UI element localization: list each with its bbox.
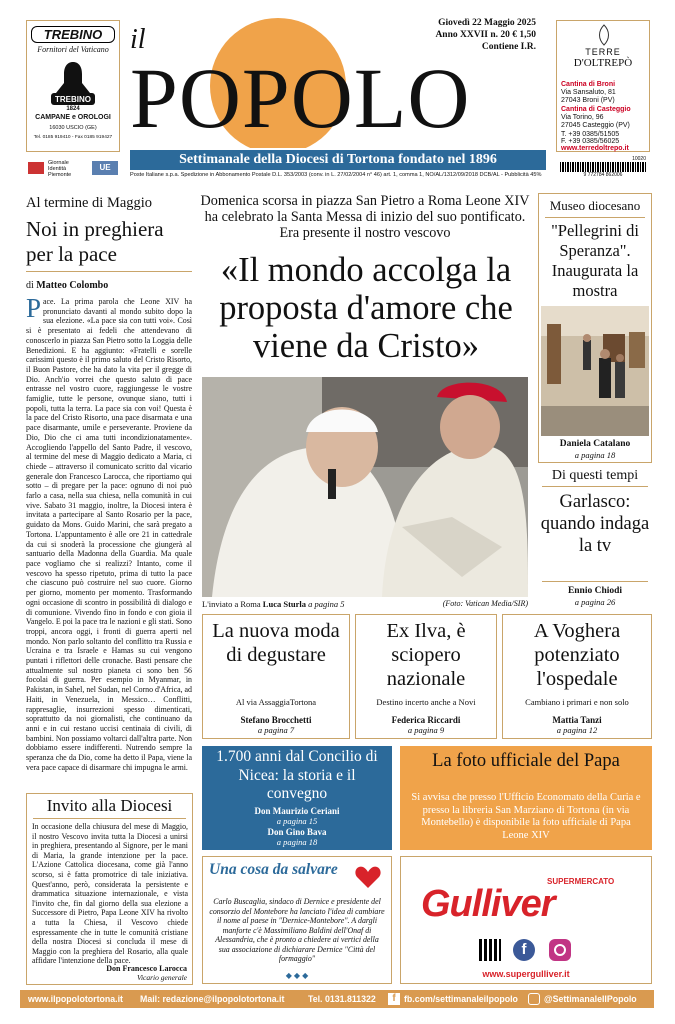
seal-year: 1824 xyxy=(66,106,80,112)
cantina1: Cantina di Broni xyxy=(561,81,616,88)
museo-title: "Pellegrini di Speranza". Inaugurata la mostra xyxy=(551,221,639,300)
teaser-1[interactable] xyxy=(202,614,350,739)
ad-oltrepo[interactable] xyxy=(556,20,650,152)
barcode-top: 10020 xyxy=(632,156,646,162)
main-deck: Domenica scorsa in piazza San Pietro a Roma Leone XIV ha celebrato la Santa Messa di inizio del suo pontificato. Era presente il nostro vescovo xyxy=(200,193,530,241)
salvare-box[interactable] xyxy=(202,856,392,984)
salvare-title: Una cosa da salvare xyxy=(209,861,338,878)
teaser-3-author: Mattia Tanzi xyxy=(552,715,602,725)
byline-author: Matteo Colombo xyxy=(36,280,109,291)
caption-post: a pagina 5 xyxy=(306,599,345,609)
teaser-3-page: a pagina 12 xyxy=(556,725,598,735)
tempi-kicker: Di questi tempi xyxy=(551,468,639,483)
tempi-page: a pagina 26 xyxy=(574,597,616,607)
barcode xyxy=(560,156,646,178)
masthead-title: POPOLO xyxy=(130,50,471,146)
masthead-issue: Anno XXVII n. 20 € 1,50 xyxy=(435,30,536,40)
masthead-subtitle: Settimanale della Diocesi di Tortona fondato nel 1896 xyxy=(130,150,546,170)
footer-tel: Tel. 0131.811322 xyxy=(308,994,376,1004)
bell-logo xyxy=(45,59,101,111)
addr2b: 27045 Casteggio (PV) xyxy=(561,122,630,129)
facebook-icon[interactable]: f xyxy=(513,939,535,961)
teaser-1-sub: Al via AssaggiaTortona xyxy=(235,697,317,707)
caption-name: Luca Sturla xyxy=(262,599,307,609)
oltrepo-web[interactable]: www.terredoltrepo.it xyxy=(561,145,629,152)
footer-bar xyxy=(20,990,654,1008)
masthead-date: Giovedì 22 Maggio 2025 xyxy=(438,18,536,28)
left-byline xyxy=(26,280,192,291)
left-kicker: Al termine di Maggio xyxy=(26,195,153,211)
gulliver-web[interactable]: www.supergulliver.it xyxy=(482,969,570,979)
oltrepo-name-top: TERRE xyxy=(585,47,621,57)
museo-box[interactable] xyxy=(538,193,652,463)
footer-ig[interactable]: @SettimanaleIlPopolo xyxy=(544,994,637,1004)
teaser-1-title: La nuova moda di degustare xyxy=(212,620,340,666)
addr1b: 27043 Broni (PV) xyxy=(561,97,615,104)
photo-caption xyxy=(202,599,345,609)
footer-ig-icon xyxy=(528,993,540,1005)
nicea-author1: Don Maurizio Ceriani xyxy=(254,806,340,816)
instagram-icon[interactable] xyxy=(549,939,571,961)
masthead-contains: Contiene I.R. xyxy=(481,42,536,52)
trebino-tel: Tel. 0185 919410 - Fax 0185 919427 xyxy=(33,135,113,140)
teaser-2[interactable] xyxy=(355,614,497,739)
cantina2: Cantina di Casteggio xyxy=(561,106,631,113)
leaf-icon xyxy=(597,25,611,45)
caption-pre: L'inviato a Roma xyxy=(202,599,263,609)
invito-box xyxy=(26,793,193,985)
sponsor-label: Giornale Identità Piemonte xyxy=(48,160,72,178)
trebino-city: 16030 USCIO (GE) xyxy=(49,125,97,131)
foto-body: Si avvisa che presso l'Ufficio Economato della Curia e presso la libreria San Marziano di Tortona (in via Montebello) è disponibile la foto ufficiale di Papa Leone XIV xyxy=(411,792,641,841)
footer-web[interactable]: www.ilpopolotortona.it xyxy=(28,994,123,1004)
oltrepo-fax: F. +39 0385/56025 xyxy=(561,138,620,145)
addr2a: Via Torino, 96 xyxy=(561,114,604,121)
qr-icon xyxy=(479,939,501,961)
trebino-tagline: Fornitori del Vaticano xyxy=(37,45,109,54)
foto-papa-box[interactable] xyxy=(400,746,652,850)
photo-credit: (Foto: Vatican Media/SIR) xyxy=(442,599,528,608)
addr1a: Via Sansaluto, 81 xyxy=(561,89,616,96)
museo-author: Daniela Catalano xyxy=(559,439,631,449)
left-body-text: ace. La prima parola che Leone XIV ha pronunciato davanti al mondo subito dopo la sua elezione. «La pace sia con tutti voi». Così si è presentato ai fedeli che attendevano di conoscerlo in piazza San Pietro sotto la Loggia delle Benedizioni. E ha aggiunto: «Fratelli e sorelle carissimi questo è il primo saluto del Cristo Risorto, il Buon Pastore, che ha dato la vita per il gregge di Dio. Anch'io vorrei che questo saluto di pace entrasse nel vostro cuore, raggiungesse le vostre famiglie, tutte le persone, ovunque siano, tutti i popoli, tutta la terra. La pace sia con voi! Questa è la pace del Cristo Risorto, una pace disarmata e una pace disarmante, umile e perseverante. Proviene da Dio, Dio che ci ama tutti incondizionatamente». Accogliendo l'appello del Santo Padre, il vescovo, al termine del mese di Maggio dedicato a Maria, ci chiede – attraverso il comunicato scritto dal vicario generale don Francesco Larocca, che riportiamo qui sotto – di pregare per la pace: ognuno di noi può farlo a casa, nella sua chiesa, nella comunità in cui vive. Sabato 31 maggio, inoltre, la Diocesi intera è invitata a partecipare al Santo Rosario per la pace, guidato da Mons. Guido Marini, che sarà pregato a Tortona. L'appuntamento è alle ore 21 in cattedrale da cui si snoderà la processione che giungerà al santuario della Madonna della Guardia. Ma quale pace vogliamo che si realizzi? Intanto, come il vescovo ha spesso ripetuto, prima di tutto la pace che ciascuno può costruire nel suo cuore. Giorno per giorno, momento per momento. Trasformando ogni occasione di scontro in possibilità di dialogo e di comunione. Vivendo fino in fondo e con gioia il Vangelo. E poi la pace tra le nazioni e gli stati. Sono troppi, ancora oggi, i fronti di guerra aperti nel mondo. Non parlo soltanto del conflitto tra Russia e Ucraina e tra Israele e Hamas su cui vengono puntati i riflettori delle cronache. Basti pensare che attualmente sul nostro pianeta ci sono ben 56 focolai di guerra. Per esempio in Myanmar, in Pakistan, in Sahel, nel Sudan, nel Corno d'Africa, ad Haiti, in Venezuela, in Messico… Conflitti, rappresaglie, insurrezioni spesso dimenticati, soprattutto da noi giornalisti, che continuano da anni e in cui restano uccisi centinaia di civili, di bambini. Non possiamo voltarci dall'altra parte. Non dobbiamo essere indifferenti. Nutrendo sempre la speranza che da Dio, come ha detto il Papa, viene la vera pace capace di disarmare chi impugna le armi. xyxy=(26,297,192,772)
byline-prefix: di xyxy=(26,280,37,291)
oltrepo-name: D'OLTREPÒ xyxy=(573,57,633,69)
sponsor-logo: Giornale Identità Piemonte UE xyxy=(28,160,120,178)
teaser-2-sub: Destino incerto anche a Novi xyxy=(376,697,476,707)
invito-signer: Don Francesco Larocca xyxy=(106,964,187,973)
trebino-bottom: CAMPANE e OROLOGI xyxy=(35,114,111,121)
tempi-author: Ennio Chiodi xyxy=(567,586,623,596)
gulliver-top: SUPERMERCATO xyxy=(547,877,615,886)
nicea-page2: a pagina 18 xyxy=(276,837,318,847)
museo-photo xyxy=(541,306,649,436)
invito-title: Invito alla Diocesi xyxy=(46,796,173,815)
ad-trebino[interactable] xyxy=(26,20,120,152)
tempi-title[interactable]: Garlasco: quando indaga la tv xyxy=(540,492,650,556)
teaser-3-sub: Cambiano i primari e non solo xyxy=(525,697,629,707)
footer-mail[interactable]: Mail: redazione@ilpopolotortona.it xyxy=(140,994,285,1004)
oltrepo-tel: T. +39 0385/51505 xyxy=(561,131,620,138)
ornament: ◆◆◆ xyxy=(285,971,311,980)
left-rule xyxy=(26,271,192,272)
nicea-page1: a pagina 15 xyxy=(276,816,318,826)
main-headline[interactable]: «Il mondo accolga la proposta d'amore che viene da Cristo» xyxy=(219,251,513,365)
trebino-brand: TREBINO xyxy=(31,26,115,43)
masthead-il: il xyxy=(130,24,146,55)
nicea-author2: Don Gino Bava xyxy=(267,827,327,837)
svg-text:TREBINO: TREBINO xyxy=(55,95,91,104)
gulliver-brand: Gulliver xyxy=(421,883,555,925)
dropcap: P xyxy=(26,293,42,323)
invito-role: Vicario generale xyxy=(136,973,187,982)
left-body xyxy=(26,293,192,786)
postal-notice: Poste Italiane s.p.a. Spedizione in Abbonamento Postale D.L. 353/2003 (conv. in L. 27/02/2004 n° 46) art. 1, comma 1, NO/AL/1312/09/2018 DCB/AL - Pubblicità 45% xyxy=(130,172,542,178)
teaser-3-title: A Voghera potenziato l'ospedale xyxy=(533,620,621,690)
salvare-body: Carlo Buscaglia, sindaco di Dernice e presidente del consorzio del Montebore ha lanciato l'idea di cambiare il nome al paese in "Dernice-Montebore". A dargli manforte c'è Massimiliano Baldini dell'Onaf di Alessandria, che è pronto a chiedere ai vertici della sua associazione di dichiarare Dernice "Città del formaggio" xyxy=(209,897,385,963)
foto-title: La foto ufficiale del Papa xyxy=(432,751,620,771)
footer-fb[interactable]: fb.com/settimanaleilpopolo xyxy=(404,994,518,1004)
left-title[interactable]: Noi in preghiera per la pace xyxy=(26,217,164,266)
nicea-box[interactable] xyxy=(202,746,392,850)
nicea-title: 1.700 anni dal Concilio di Nicea: la storia e il convegno xyxy=(216,748,378,802)
main-photo[interactable] xyxy=(202,377,528,597)
barcode-number: 9 772784 862006 xyxy=(583,172,623,178)
invito-body: In occasione della chiusura del mese di Maggio, il nostro Vescovo invita tutta la Diocesi a unirsi in preghiera, presentando al Signore, per le mani di Maria, la grande intenzione per la pace. L'Azione Cattolica diocesana, come già l'anno scorso, si è fatta promotrice di tale iniziativa. Quest'anno, però, considerata la persistente e drammatica situazione internazionale, e vista l'invito che, fin dal giorno della sua elezione a Successore di Pietro, Papa Leone XIV ha rivolto a tutta la Chiesa, il Vescovo chiede espressamente che in tutte le comunità cristiane della nostra Diocesi si concluda il mese di Maggio con la preghiera del Rosario, alla quale affidare l'intenzione della pace. xyxy=(32,822,188,966)
gulliver-ad[interactable] xyxy=(400,856,652,984)
teaser-2-page: a pagina 9 xyxy=(407,725,445,735)
teaser-1-page: a pagina 7 xyxy=(257,725,295,735)
heart-icon xyxy=(355,865,381,889)
museo-kicker: Museo diocesano xyxy=(549,198,641,213)
teaser-2-title: Ex Ilva, è sciopero nazionale xyxy=(386,620,466,690)
teaser-2-author: Federica Riccardi xyxy=(391,715,461,725)
teaser-3[interactable] xyxy=(502,614,652,739)
teaser-1-author: Stefano Brocchetti xyxy=(240,715,312,725)
museo-page: a pagina 18 xyxy=(574,450,616,460)
footer-fb-icon: f xyxy=(388,993,400,1005)
